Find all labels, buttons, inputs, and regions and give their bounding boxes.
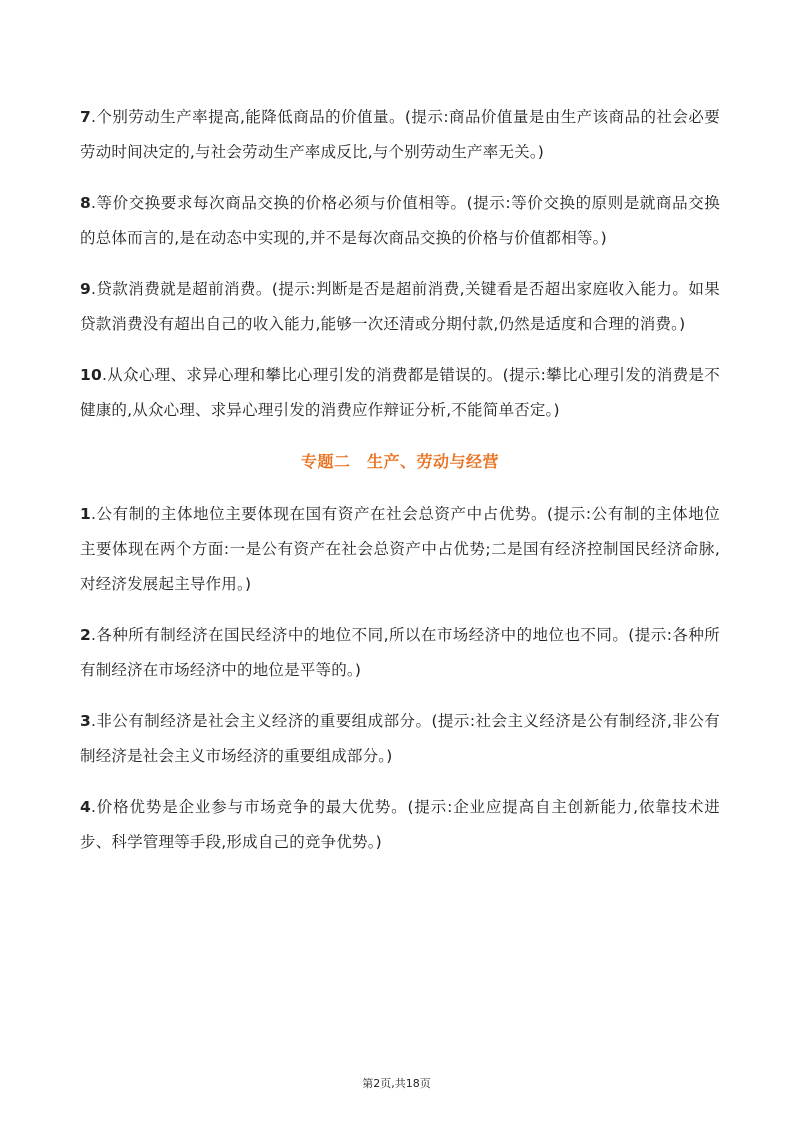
question-text: .等价交换要求每次商品交换的价格必须与价值相等。(提示:等价交换的原则是就商品交换的总体而言的,是在动态中实现的,并不是每次商品交换的价格与价值都相等。) [80, 194, 720, 247]
question-text: .非公有制经济是社会主义经济的重要组成部分。(提示:社会主义经济是公有制经济,非公有制经济是社会主义市场经济的重要组成部分。) [80, 712, 720, 765]
question-number: 9 [80, 280, 91, 298]
question-number: 10 [80, 366, 102, 384]
question-text: .个别劳动生产率提高,能降低商品的价值量。(提示:商品价值量是由生产该商品的社会必要劳动时间决定的,与社会劳动生产率成反比,与个别劳动生产率无关。) [80, 108, 720, 161]
question-item-3 [80, 704, 720, 774]
question-item-4 [80, 790, 720, 860]
question-item-9 [80, 272, 720, 342]
question-number: 4 [80, 798, 91, 816]
question-text: .贷款消费就是超前消费。(提示:判断是否是超前消费,关键看是否超出家庭收入能力。如果贷款消费没有超出自己的收入能力,能够一次还清或分期付款,仍然是适度和合理的消费。) [80, 280, 720, 333]
question-item-1 [80, 497, 720, 602]
question-text: .公有制的主体地位主要体现在国有资产在社会总资产中占优势。(提示:公有制的主体地位主要体现在两个方面:一是公有资产在社会总资产中占优势;二是国有经济控制国民经济命脉,对经济发展起主导作用。) [80, 505, 720, 593]
question-item-2 [80, 618, 720, 688]
question-number: 2 [80, 626, 91, 644]
question-text: .从众心理、求异心理和攀比心理引发的消费都是错误的。(提示:攀比心理引发的消费是不健康的,从众心理、求异心理引发的消费应作辩证分析,不能简单否定。) [80, 366, 720, 419]
question-item-7 [80, 100, 720, 170]
question-item-10 [80, 358, 720, 428]
question-text: .价格优势是企业参与市场竞争的最大优势。(提示:企业应提高自主创新能力,依靠技术进步、科学管理等手段,形成自己的竞争优势。) [80, 798, 720, 851]
document-body [80, 100, 720, 876]
section-title: 专题二 生产、劳动与经营 [300, 452, 499, 471]
question-number: 3 [80, 712, 91, 730]
question-number: 1 [80, 505, 91, 523]
question-text: .各种所有制经济在国民经济中的地位不同,所以在市场经济中的地位也不同。(提示:各种所有制经济在市场经济中的地位是平等的。) [80, 626, 720, 679]
question-number: 7 [80, 108, 91, 126]
question-number: 8 [80, 194, 91, 212]
question-item-8 [80, 186, 720, 256]
page-footer: 第2页,共18页 [362, 1077, 431, 1090]
